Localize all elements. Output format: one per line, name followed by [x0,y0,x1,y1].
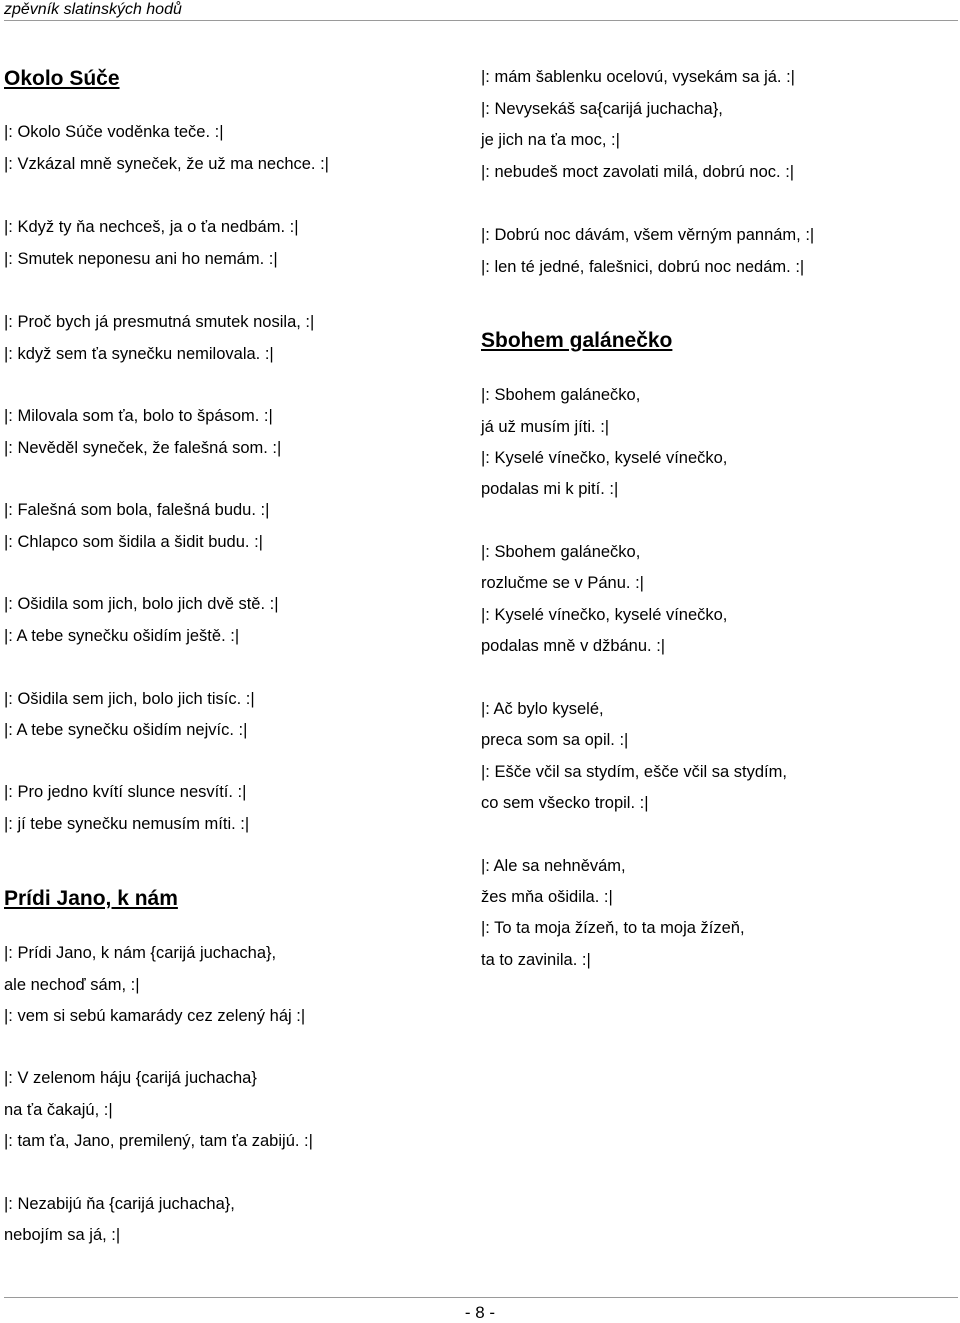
lyric-line: |: Proč bych já presmutná smutek nosila, :| [4,313,315,331]
lyric-line: |: jí tebe synečku nemusím míti. :| [4,815,250,833]
lyric-line: |: len té jedné, falešnici, dobrú noc nedám. :| [481,258,805,276]
lyric-line: |: Dobrú noc dávám, všem věrným pannám, :| [481,226,815,244]
lyric-line: na ťa čakajú, :| [4,1101,113,1119]
footer-divider [4,1297,958,1298]
lyric-line: |: vem si sebú kamarády cez zelený háj :| [4,1007,306,1025]
lyric-line: |: Prídi Jano, k nám {carijá juchacha}, [4,944,277,962]
lyric-line: |: Chlapco som šidila a šidit budu. :| [4,533,263,551]
lyric-line: |: Falešná som bola, falešná budu. :| [4,501,270,519]
lyric-line: |: V zelenom háju {carijá juchacha} [4,1069,257,1087]
lyric-line: |: Vzkázal mně syneček, že už ma nechce. :| [4,155,329,173]
song-title-sbohem: Sbohem galánečko [481,329,673,352]
lyric-line: je jich na ťa moc, :| [481,131,620,149]
lyric-line: |: Ešče včil sa stydím, ešče včil sa stydím, [481,763,787,781]
lyric-line: co sem všecko tropil. :| [481,794,649,812]
lyric-line: |: Když ty ňa nechceš, ja o ťa nedbám. :| [4,218,299,236]
lyric-line: |: Kyselé vínečko, kyselé vínečko, [481,449,728,467]
lyric-line: |: Smutek neponesu ani ho nemám. :| [4,250,278,268]
lyric-line: podalas mi k pití. :| [481,480,619,498]
lyric-line: |: Milovala som ťa, bolo to špásom. :| [4,407,273,425]
lyric-line: |: Ošidila sem jich, bolo jich tisíc. :| [4,690,255,708]
lyric-line: |: Kyselé vínečko, kyselé vínečko, [481,606,728,624]
page-number: - 8 - [464,1303,496,1322]
lyric-line: rozlučme se v Pánu. :| [481,574,644,592]
header-divider [4,20,958,21]
lyric-line: |: Ale sa nehněvám, [481,857,626,875]
lyric-line: ta to zavinila. :| [481,951,591,969]
lyric-line: |: To ta moja žízeň, to ta moja žízeň, [481,919,745,937]
lyric-line: |: když sem ťa synečku nemilovala. :| [4,345,274,363]
lyric-line: |: Ač bylo kyselé, [481,700,604,718]
lyric-line: |: A tebe synečku ošidím nejvíc. :| [4,721,248,739]
lyric-line: |: Okolo Súče voděnka teče. :| [4,123,224,141]
lyric-line: žes mňa ošidila. :| [481,888,613,906]
lyric-line: podalas mně v džbánu. :| [481,637,666,655]
lyric-line: |: Nevysekáš sa{carijá juchacha}, [481,100,723,118]
document-header-title: zpěvník slatinských hodů [4,1,182,18]
lyric-line: ale nechoď sám, :| [4,976,140,994]
lyric-line: |: nebudeš moct zavolati milá, dobrú noc. :| [481,163,795,181]
lyric-line: |: Ošidila som jich, bolo jich dvě stě. :| [4,595,279,613]
lyric-line: nebojím sa já, :| [4,1226,121,1244]
lyric-line: |: mám šablenku ocelovú, vysekám sa já. :| [481,68,795,86]
song-title-okolo-suce: Okolo Súče [4,67,120,90]
lyric-line: já už musím jíti. :| [481,418,610,436]
lyric-line: |: tam ťa, Jano, premilený, tam ťa zabijú. :| [4,1132,313,1150]
lyric-line: preca som sa opil. :| [481,731,629,749]
lyric-line: |: Sbohem galánečko, [481,543,641,561]
lyric-line: |: Sbohem galánečko, [481,386,641,404]
lyric-line: |: Pro jedno kvítí slunce nesvítí. :| [4,783,247,801]
song-title-pridi-jano: Prídi Jano, k nám [4,887,178,910]
lyric-line: |: Nevěděl syneček, že falešná som. :| [4,439,282,457]
lyric-line: |: A tebe synečku ošidím ještě. :| [4,627,240,645]
lyric-line: |: Nezabijú ňa {carijá juchacha}, [4,1195,235,1213]
